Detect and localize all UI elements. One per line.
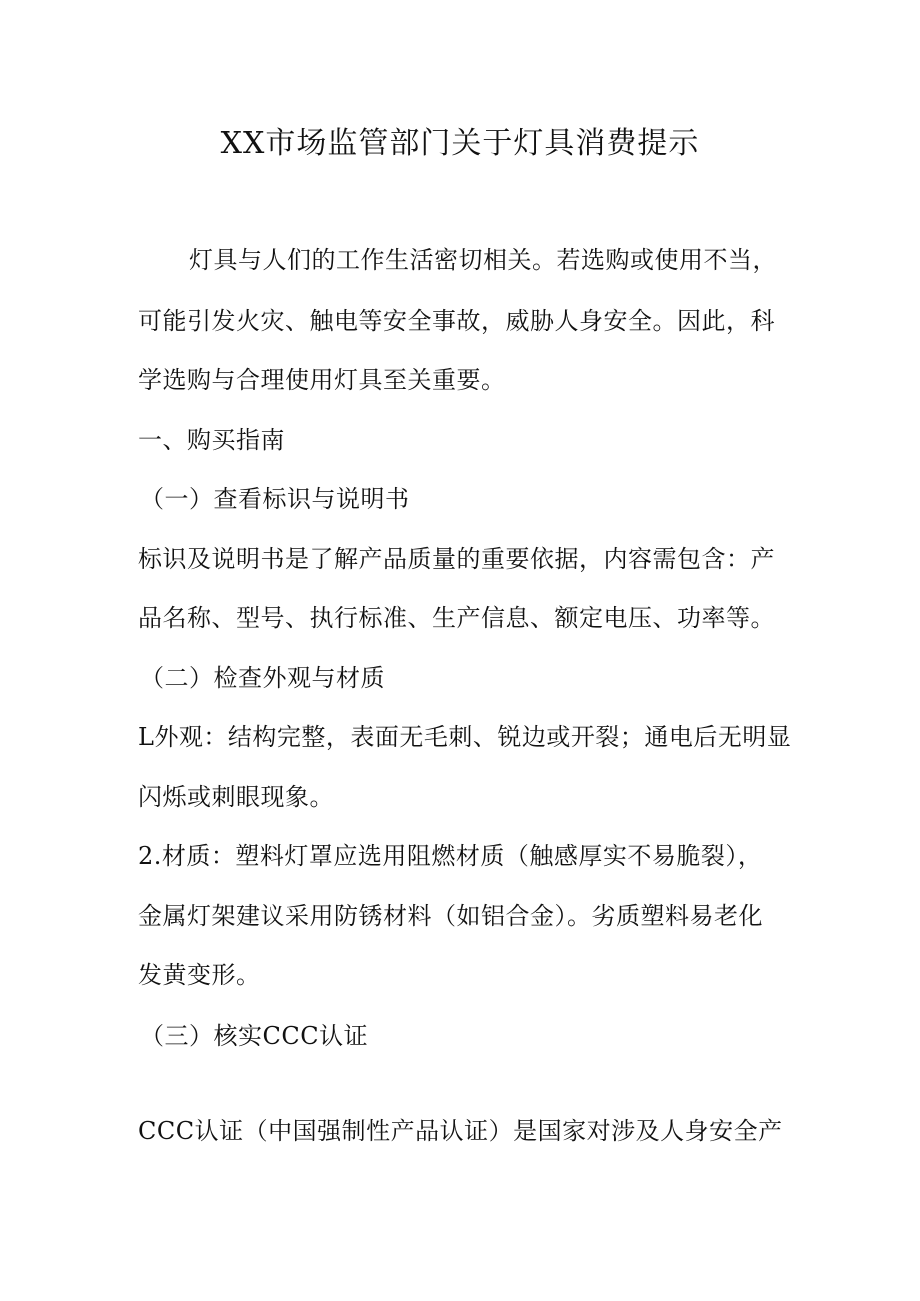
intro-line-1: 灯具与人们的工作生活密切相关。若选购或使用不当， — [189, 246, 777, 274]
ccc-body-line-1: CCC认证（中国强制性产品认证）是国家对涉及人身安全产 — [138, 1117, 783, 1145]
appearance-item-line-1: L外观：结构完整，表面无毛刺、锐边或开裂；通电后无明显 — [138, 723, 792, 751]
subheading-ccc-certification: （三）核实CCC认证 — [140, 1022, 369, 1050]
section-heading-purchase-guide: 一、购买指南 — [138, 426, 285, 454]
appearance-item-line-2: 闪烁或刺眼现象。 — [138, 783, 334, 811]
intro-line-2: 可能引发火灾、触电等安全事故，威胁人身安全。因此，科 — [138, 307, 775, 335]
intro-line-3: 学选购与合理使用灯具至关重要。 — [138, 366, 506, 394]
subheading-appearance-and-material: （二）检查外观与材质 — [140, 664, 385, 692]
document-title: XX市场监管部门关于灯具消费提示 — [220, 126, 700, 161]
material-item-line-1: 2.材质：塑料灯罩应选用阻燃材质（触感厚实不易脆裂）， — [138, 842, 763, 870]
labels-body-line-1: 标识及说明书是了解产品质量的重要依据，内容需包含：产 — [138, 545, 775, 573]
material-item-line-2: 金属灯架建议采用防锈材料（如铝合金）。劣质塑料易老化 — [138, 902, 763, 930]
material-item-line-3: 发黄变形。 — [138, 961, 261, 989]
subheading-labels-and-manual: （一）查看标识与说明书 — [140, 485, 410, 513]
labels-body-line-2: 品名称、型号、执行标准、生产信息、额定电压、功率等。 — [138, 604, 775, 632]
